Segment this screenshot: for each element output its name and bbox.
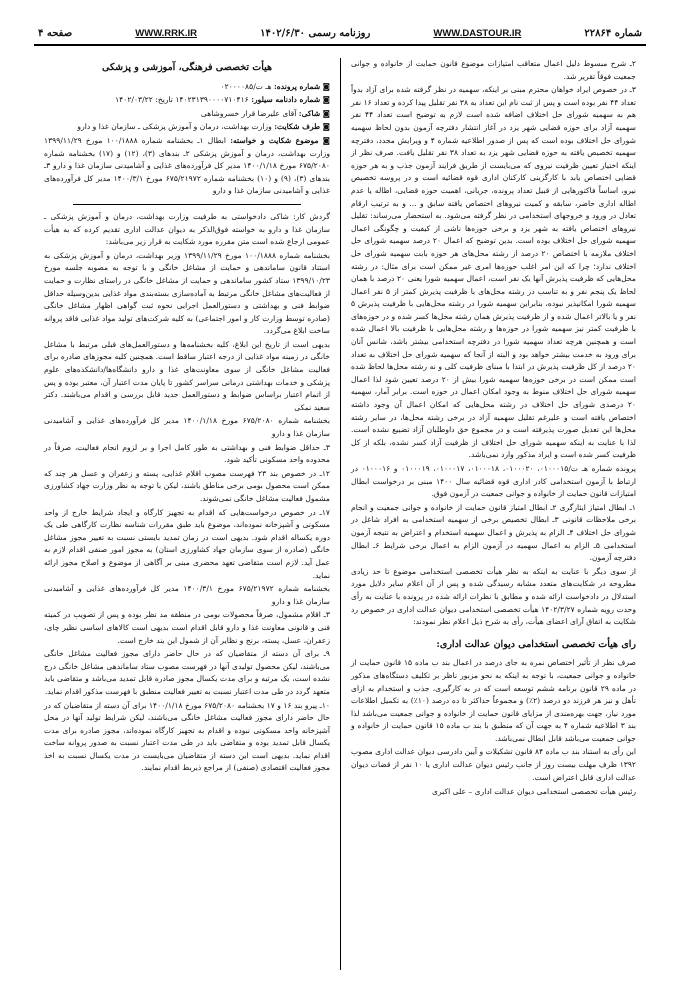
paragraph: بخشنامه شماره ۶۷۵/۲۱۹۷۲ مورخ ۱۴۰۰/۳/۱ مدیر کل فرآورده‌های غذایی و آشامیدنی سازمان غذا و دارو — [44, 584, 331, 606]
page-header — [34, 26, 646, 46]
right-column — [340, 58, 646, 970]
paragraph: ۹ـ برای آن دسته از متقاضیان که در حال حاضر دارای مجوز فعالیت مشاغل خانگی می‌باشند، لیکن محصول تولیدی آنها در فهرست مصوب ستاد ساماندهی مشاغل خانگی درج نشده است، یک مرتبه و برای مدت یکسال مجوز صادره قابل تمدید می‌باشد و متقاضی باید متعهد گردد در طی مدت اعتبار نسبت به تغییر فعالیت منطبق با فهرست مذکور اقدام نماید. — [44, 649, 330, 696]
paragraph: بخشنامه شماره ۶۷۵/۲۰۸۰ مورخ ۱۴۰۰/۱/۱۸ مدیر کل فرآورده‌های غذایی و آشامیدنی سازمان غذا و دارو — [44, 416, 331, 439]
paragraph: بدیهی است از تاریخ این ابلاغ، کلیه بخشنامه‌ها و دستورالعمل‌های قبلی مرتبط با مشاغل خانگی در زمینه مواد غذایی از درجه اعتبار ساقط است. همچنین کلیه مجوزهای صادره برای فعالیت مشاغل خانگی از سوی معاونت‌های غذا و دارو دانشگاه‌ها/دانشکده‌های علوم پزشکی و خدمات بهداشتی درمانی سراسر کشور تا پایان مدت اعتبار آن، معتبر بوده و پس از اتمام اعتبار براساس ضوابط و دستورالعمل جدید قابل بررسی و اقدام می‌باشند. دکتر سعید نمکی — [44, 339, 330, 412]
paragraph: ۱۲ـ در خصوص بند ۲۳ فهرست مصوب اقلام غذایی، پسته و زعفران و عسل هر چند که ممکن است محصول بومی برخی مناطق باشند، لیکن با توجه به نظر وزارت جهاد کشاورزی مشمول فعالیت مشاغل خانگی نمی‌شوند. — [44, 468, 330, 503]
paragraph: ۳ـ اقلام مشمول، صرفاً محصولات بومی در منطقه مد نظر بوده و پس از تصویب در کمیته فنی و قانونی معاونت غذا و دارو قابل اقدام است بدیهی است کالاهای اساسی نظیر چای، زعفران، عسل، پسته، برنج و نظایر آن از شمول این بند خارج است. — [44, 610, 330, 645]
meta-plaintiff: ◙ شاکی: آقای علیرضا قرار خسروشاهی — [200, 108, 330, 118]
signature: رئیس هیأت تخصصی استخدامی دیوان عدالت اداری – علی اکبری — [432, 787, 636, 797]
meta-verdict-number: ◙ شماره دادنامه سیلور: ۱۴۰۲۳۱۳۹۰۰۰۰۷۱۰۴۱۶ تاریخ: ۱۴۰۲/۰۳/۲۲ — [115, 95, 330, 105]
issue-number: شماره ۲۲۸۶۴ — [584, 28, 642, 39]
paragraph: ۲ـ شرح مبسوط دلیل اعمال متعاقب امتیازات موضوع قانون حمایت از خانواده و جوانی جمعیت فوقاً تقریر شد. — [351, 59, 636, 81]
paragraph: ۱۷ـ در خصوص درخواست‌هایی که اقدام به تجهیز کارگاه و ایجاد شرایط خارج از واحد مسکونی و آشپزخانه نموده‌اند، موضوع باید طبق مقررات شناسه نظارت کارگاهی طی یک دوره یکساله اقدام شود. بدیهی است در زمان تمدید بایستی نسبت به تغییر مجوز مشاغل خانگی (صادره از سوی سازمان جهاد کشاورزی استان) به مجوز امور صنفی اقدام لازم به عمل آید. لازم است متقاضی تعهد محضری مبنی بر آگاهی از موضوع و اصلاح مجوز ارائه نماید. — [44, 507, 330, 580]
paragraph: ۱۰ـ پیرو بند ۱۶ و ۱۷ بخشنامه ۶۷۵/۲۰۸۰ مورخ ۱۴۰۰/۱/۱۸ برای آن دسته از متقاضیان که در حال حاضر دارای مجوز فعالیت مشاغل خانگی می‌باشند، لیکن شرایط تولید آنها در محل آشپزخانه واحد مسکونی نبوده و اقدام به تجهیز کارگاه نموده‌اند، مجوز صادره برای مدت یکسال قابل تمدید بوده و متقاضی باید در طی مدت اعتبار نسبت به صدور پروانه ساخت اقدام نماید. بدیهی است این دسته از متقاضیان می‌بایست در مدت یکسال نسبت به اخذ مجوز فعالیت اقتصادی (صنفی) از مراجع ذیربط اقدام نمایند. — [44, 700, 330, 773]
paragraph: ۳ـ در خصوص ایراد خواهان محترم مبنی بر اینکه، سهمیه در نظر گرفته شده برای آزاد بدواً تعداد ۴۴ نفر بوده است و پس از ثبت نام این تعداد به ۳۸ نفر تقلیل پیدا کرده و تعداد ۱۶ نفر هم به سهمیه شورای حل اختلاف اضافه شده است لازم به توضیح است تعداد ۴۴ نفر سهمیه آزاد برای حوزه قضایی شهر یزد در آغاز انتشار دفترچه آزمون بدون لحاظ سهمیه شورای حل اختلاف بوده است که پس از صدور اطلاعیه شماره ۴ و ویرایش مجدد، دفترچه سهمیه تخصیص یافته به حوزه قضایی شهر یزد به تعداد ۳۸ نفر تقلیل یافت. صرف نظر از اینکه اختیار تعیین ظرفیت نیروی که می‌بایست از طریق فرایند آزمون جذب و به هر حوزه قضایی اختصاص یابد با کارگزینی کارکنان اداری قوه قضائیه است و در پروسه تخصیص نیرو، اساساً فاکتورهایی از قبیل تعداد پرونده، جریانی، اهمیت حوزه قضایی، اطاله یا عدم اطاله اداری حاضر، سابقه و کمیت نیروهای اختصاص یافته سابق و ... و به ترتیب ارقام تعادل در ورود و خروجهای استخدامی در نظر گرفته می‌شود. به استحضار می‌رساند: تقلیل نیروهای اختصاص یافته به شهر یزد و برخی حوزه‌ها ناشی از کیفیت و چگونگی اعمال سهمیه شورای حل اختلاف بوده است. بدین توضیح که اعمال ۲۰ درصد سهمیه شورای حل اختلاف ملازمه با اختصاص ۲۰ درصد از رشته محل‌های هر حوزه بابت سهمیه شورای حل اختلاف ندارد؛ چرا که این امر اغلب حوزه‌ها امری غیر ممکن است برای مثال: در رشته محل‌هایی که ظرفیت پذیرش آنها یک نفر است، اعمال سهمیه شورا یعنی ۲۰ درصد با همان لحاظ یک پنجم نفر و به تناسب در رشته محل‌های با ظرفیت پذیرش کمتر از ۵ نفر اعمال سهمیه شورا امکانپذیر نبوده، بنابراین سهمیه شورا در رشته محل‌هایی با ظرفیت پذیرش ۵ نفر و یا بالاتر اعمال شده و از ظرفیت پذیرش همان رشته محل‌ها کسر شده و در حوزه‌های با ظرفیت کمتر نیز سهمیه شورا در حوزه‌ها و رشته محل‌هایی با ظرفیت بالا اعمال شده است و همچنین هرچه تعداد سهمیه شورا در دفترچه استخدامی بیشتر باشد، شانس آنان برای ورود به خدمت بیشتر خواهد بود و البته از آنجا که سهمیه شورای حل اختلاف به تعداد ۲۰ درصد از کل ظرفیت پذیرش در ابتدا با مبنای ظرفیت کلی و نه رشته محل‌ها لحاظ شده است ممکن است در برخی حوزه‌ها سهمیه شورا بیش از ۲۰ درصد تعیین شود لذا اعمال سهمیه شورای حل اختلاف منوط به وجود امکان اعمال در حوزه است. برابر آمار، سهمیه ۲۰ درصدی شورای حل اختلاف در رشته محل‌هایی که امکان اعمال آن وجود داشته اختصاص یافته است و علیرغم تقلیل سهمیه آزاد در برخی رشته محل‌ها، در سایر رشته محل‌ها این تعدیل صورت پذیرفته است و در مجموع حق داوطلبان آزاد تضییع نشده است. لذا با عنایت به اینکه سهمیه شورای حل اختلاف از ظرفیت آزاد کسر نشده، بلکه از کل ظرفیت کسر شده است و ایراد مذکور وارد نمی‌باشد. — [351, 85, 636, 460]
paragraph: ۱ـ ابطال امتیاز ایثارگری ۲ـ ابطال امتیاز قانون حمایت از خانواده و جوانی جمعیت و انجام برخی ملاحظات قانونی ۳ـ ابطال تخصیص برخی از سهمیه استخدامی به افراد شاغل در شورای حل اختلاف ۴ـ الزام به پذیرش و اعمال سهمیه استخدام و اعتراض به نتیجه آزمون استخدامی ۵ـ الزام به اعمال سهمیه در آزمون الزام به اعمال برخی شرایط ۶ـ ابطال دفترچه آزمون. — [351, 502, 636, 563]
ruling-title: رای هیأت تخصصی استخدامی دیوان عدالت اداری: — [436, 638, 636, 650]
meta-defendant: ◙ طرف شکایت: وزارت بهداشت، درمان و آموزش پزشکی ـ سازمان غذا و دارو — [77, 122, 330, 132]
article-columns — [34, 58, 646, 970]
paragraph: ۳ـ حداقل ضوابط فنی و بهداشتی به طور کامل اجرا و بر لزوم انجام فعالیت، صرفاً در محدوده واحد مسکونی تأکید شود. — [44, 442, 330, 465]
ruling-paragraph: صرف نظر از تأثیر اختصاص نمره به جای درصد در اعمال بند ب ماده ۱۵ قانون حمایت از خانواده و جوانی جمعیت، با توجه به اینکه به نحو مزبور ناظر بر تکلیف دستگاه‌های مذکور در ماده ۲۹ قانون برنامه ششم توسعه است که در به کارگیری، جذب و استخدام به ازای تأهل و نیز هر فرزند دو درصد (۲٪) و مجموعاً حداکثر تا ده درصد (۱۰٪) به تکمیل اطلاعات مورد نیاز، جهت بهره‌مندی از مزایای قانون حمایت از خانواده و جوانی جمعیت می‌باشد لذا بند ۳ اطلاعیه شماره ۴ به جهت آن که منطبق با بند ب ماده ۱۵ قانون حمایت از خانواده و جوانی جمعیت می‌باشد قابل ابطال نمی‌باشد. — [351, 658, 636, 743]
section-title: هیأت تخصصی فرهنگی، آموزشی و پزشکی — [101, 62, 272, 73]
paragraph: پرونده شماره هـ ت/۰۱۰۰۰۱۵، ۰۱۰۰۰۲۰، ۰۱۰۰۰۱۸، ۰۱۰۰۰۱۷، ۰۱۰۰۰۱۹ و ۰۱۰۰۰۱۶ در ارتباط با آزمون استخدامی کادر اداری قوه قضائیه سال ۱۴۰۰ مبنی بر درخواست ابطال امتیازات قانون حمایت از خانواده و جوانی جمعیت در آزمون فوق. — [351, 464, 637, 499]
page-number: صفحه ۴ — [38, 28, 73, 39]
rrk-url-link[interactable]: WWW.RRK.IR — [135, 28, 198, 39]
meta-subject: ◙ موضوع شکایت و خواسته: ابطال ۱ـ بخشنامه شماره ۱۰۰/۱۸۸۸ مورخ ۱۳۹۹/۱۱/۲۹ وزارت بهداشت، درمان و آموزش پزشکی ۲ـ بندهای (۳)، (۱۲) و (۱۷) بخشنامه شماره ۶۷۵/۲۰۸۰ مورخ ۱۴۰۰/۱/۱۸ مدیر کل فرآورده‌های غذایی و آشامیدنی سازمان غذا و دارو ۳ـ بندهای (۳)، (۹) و (۱۰) بخشنامه شماره ۶۷۵/۲۱۹۷۲ مورخ ۱۴۰۰/۳/۱ مدیر کل فرآورده‌های غذایی و آشامیدنی سازمان غذا و دارو — [44, 135, 331, 196]
left-column — [34, 58, 340, 970]
divider — [73, 204, 302, 205]
paragraph: از سوی دیگر با عنایت به اینکه به نظر هیأت تخصصی استخدامی موضوع تا حد زیادی مطروحه در شکایت‌های متعدد مشابه رسیدگی شده و پس از آن اعلام سایر دلایل مورد استدلال در دادخواست ارائه شده و مطابق با نظرات ارائه شده در پرونده با عنایت به رأی وحدت رویه شماره ۱۴۰۲/۳/۲۷ هیأت تخصصی استخدامی دیوان عدالت اداری در خصوص رد شکایت به اتفاق آرای اعضای هیأت، رأی به شرح ذیل اعلام نظر نمودند: — [351, 566, 636, 627]
paragraph: گردش کار: شاکی دادخواستی به طرفیت وزارت بهداشت، درمان و آموزش پزشکی ـ سازمان غذا و دارو به خواسته فوق‌الذکر به دیوان عدالت اداری تقدیم کرده که به هیأت عمومی ارجاع شده است متن مقرره مورد شکایت به قرار زیر می‌باشد: — [44, 211, 330, 247]
gazette-date: روزنامه رسمی ۱۴۰۲/۶/۳۰ — [260, 28, 371, 39]
meta-case-number: ◙ شماره پرونده: هـ ت/۰۲۰۰۰۰۸۵ — [220, 81, 330, 91]
ruling-paragraph: این رأی به استناد بند ب ماده ۸۴ قانون تشکیلات و آیین دادرسی دیوان عدالت اداری مصوب ۱۳۹۲ ظرف مهلت بیست روز از جانب رئیس دیوان عدالت اداری یا ۱۰ نفر از قضات دیوان عدالت اداری قابل اعتراض است. — [351, 747, 637, 782]
dastour-url-link[interactable]: WWW.DASTOUR.IR — [433, 28, 522, 39]
paragraph: بخشنامه شماره ۱۰۰/۱۸۸۸ مورخ ۱۳۹۹/۱۱/۲۹ وزیر بهداشت، درمان و آموزش پزشکی به استناد قانون ساماندهی و حمایت از مشاغل خانگی و با توجه به مصوبه جلسه مورخ ۱۳۹۹/۱۰/۲۳ ستاد کشور ساماندهی و حمایت از مشاغل خانگی در راستای نظارت و حمایت از فعالیت‌های مشاغل خانگی مرتبط به آماده‌سازی بسته‌بندی مواد غذایی بدین‌وسیله حداقل ضوابط فنی و بهداشتی و دستورالعمل اجرایی نحوه ثبت گواهی اظهار مشاغل خانگی (صادره توسط وزارت کار و امور اجتماعی) به کلیه شرکت‌های تولید مواد غذایی فاقد پروانه ساخت ابلاغ می‌گردد. — [44, 250, 330, 336]
